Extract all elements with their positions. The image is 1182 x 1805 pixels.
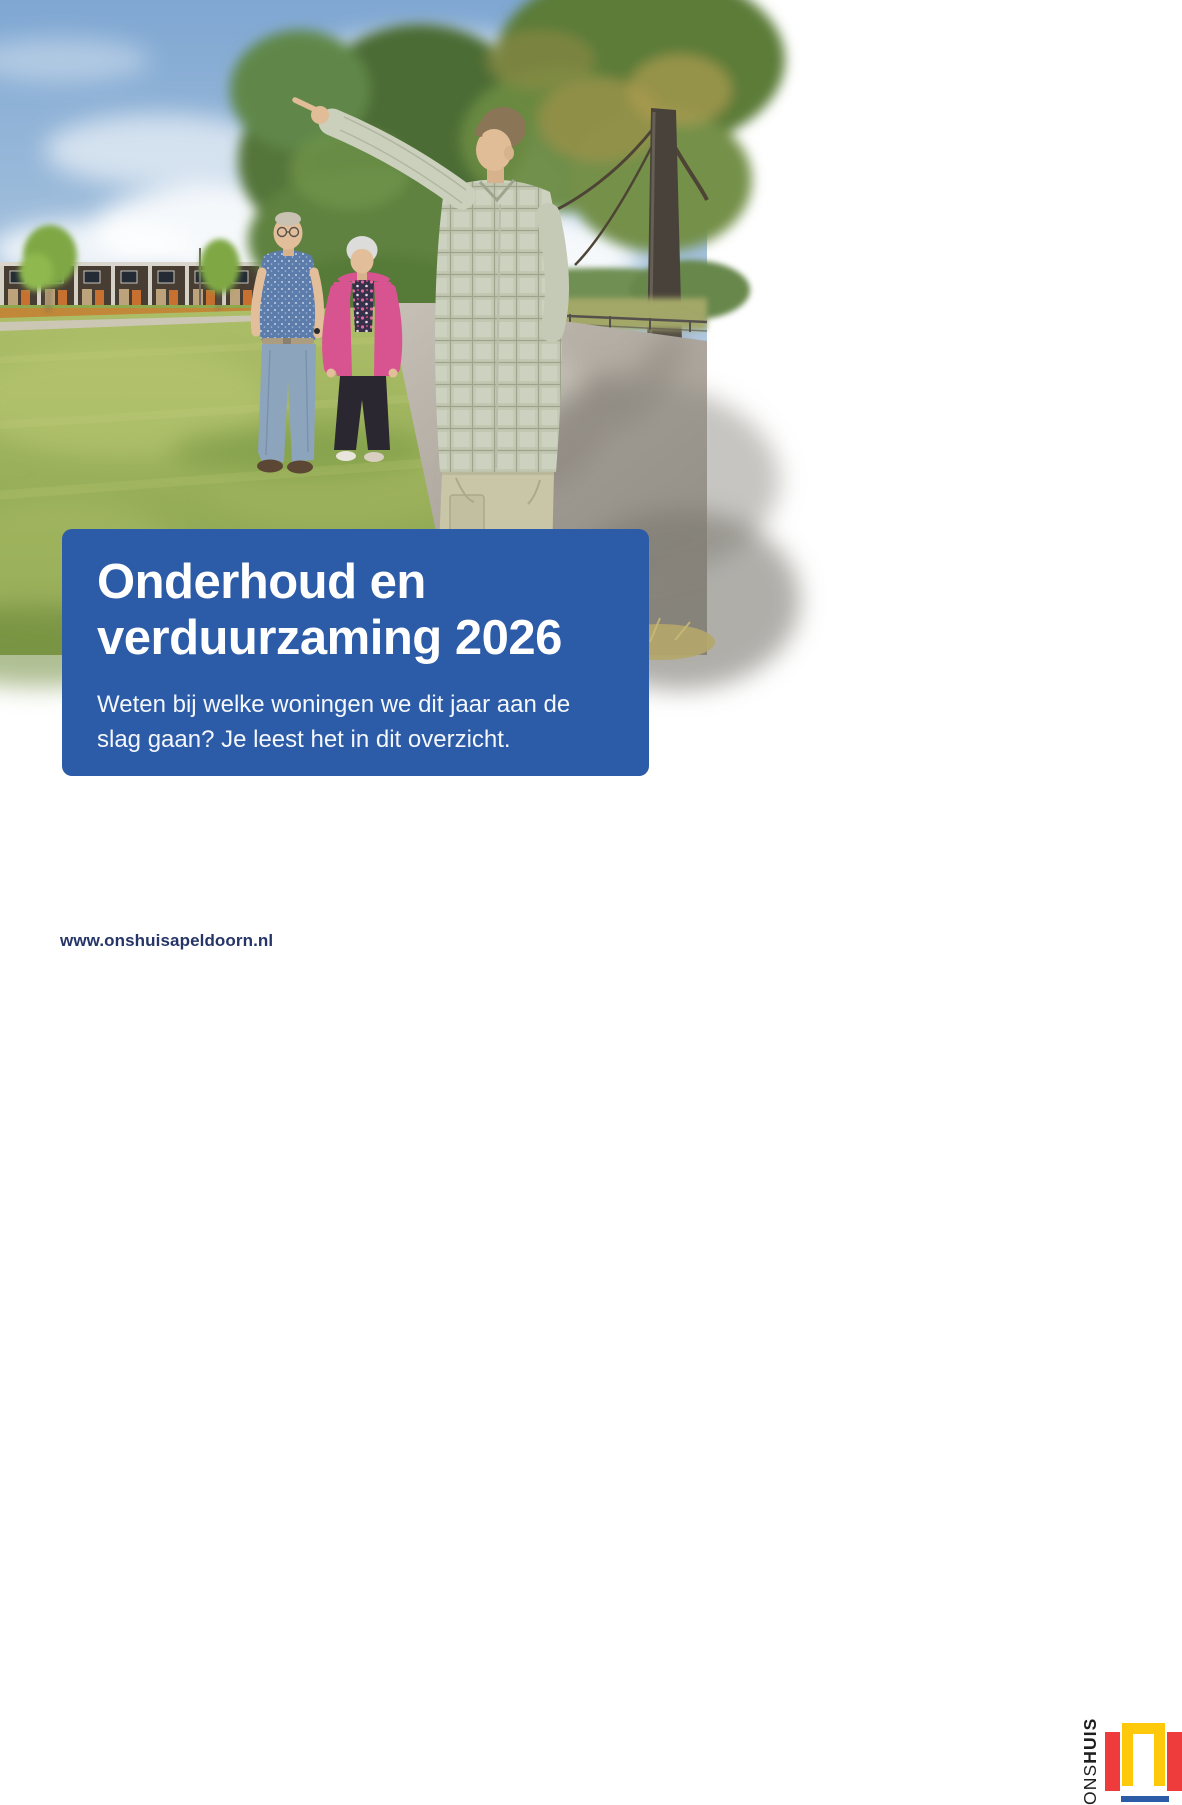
logo-yellow-arch: [1122, 1723, 1165, 1786]
logo-mark-icon: [1104, 1715, 1182, 1805]
title-line-1: Onderhoud en: [97, 555, 426, 609]
logo-red-left: [1105, 1732, 1120, 1791]
onshuis-logo: [536, 855, 1100, 1805]
title-banner: [62, 529, 649, 776]
website-url[interactable]: www.onshuisapeldoorn.nl: [60, 931, 274, 950]
logo-blue-bar: [1121, 1796, 1169, 1802]
subtitle-line-2: slag gaan? Je leest het in dit overzicht.: [97, 726, 511, 753]
logo-red-right: [1167, 1732, 1182, 1791]
title-line-2: verduurzaming 2026: [97, 611, 562, 665]
logo-wordmark: [1080, 1717, 1101, 1805]
page-title: [97, 554, 615, 666]
subtitle-line-1: Weten bij welke woningen we dit jaar aan de: [97, 691, 571, 718]
logo-text-suffix: HUIS: [1080, 1717, 1100, 1764]
page-subtitle: [97, 687, 615, 757]
logo-text-prefix: ONS: [1080, 1763, 1100, 1805]
